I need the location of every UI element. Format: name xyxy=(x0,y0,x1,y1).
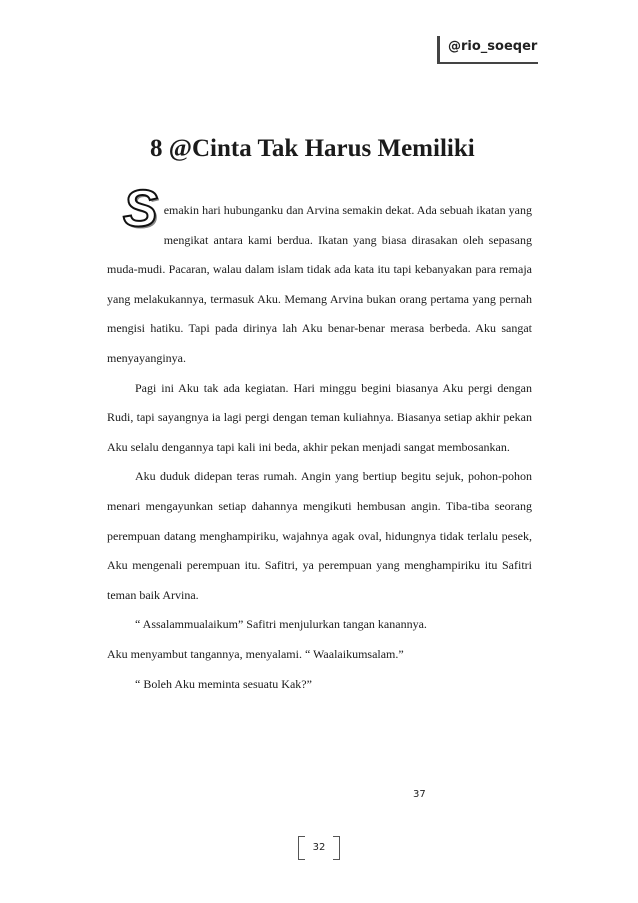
paragraph-1 xyxy=(107,180,532,374)
author-handle: @rio_soeqer xyxy=(437,36,538,64)
footer-page-number xyxy=(298,836,340,860)
chapter-title: 8 @Cinta Tak Harus Memiliki xyxy=(150,135,475,162)
dialogue-line-2: Aku menyambut tangannya, menyalami. “ Waalaikumsalam.” xyxy=(107,646,404,661)
paragraph-2: Pagi ini Aku tak ada kegiatan. Hari minggu begini biasanya Aku pergi dengan Rudi, tapi sayangnya ia lagi pergi dengan teman kuliahnya. Biasanya setiap akhir pekan Aku selalu dengannya tapi kali ini beda, akhir pekan menjadi sangat membosankan. xyxy=(107,380,532,454)
right-bracket-icon xyxy=(333,836,340,860)
drop-cap: S xyxy=(123,180,158,238)
inner-page-number: 37 xyxy=(413,789,426,800)
dialogue-line-1: “ Assalammualaikum” Safitri menjulurkan tangan kanannya. xyxy=(135,617,427,632)
dialogue-line-3: “ Boleh Aku meminta sesuatu Kak?” xyxy=(135,676,312,691)
paragraph-3: Aku duduk didepan teras rumah. Angin yang bertiup begitu sejuk, pohon-pohon menari mengayunkan setiap dahannya mengikuti hembusan angin. Tiba-tiba seorang perempuan datang menghampiriku, wajahnya agak oval, hidungnya tidak terlalu pesek, Aku mengenali perempuan itu. Safitri, ya perempuan yang menghampiriku itu Safitri teman baik Arvina. xyxy=(107,469,532,602)
paragraph-1-text: emakin hari hubunganku dan Arvina semakin dekat. Ada sebuah ikatan yang mengikat antara kami berdua. Ikatan yang biasa dirasakan oleh sepasang muda-mudi. Pacaran, walau dalam islam tidak ada kata itu tapi kebanyakan para remaja yang melakukannya, termasuk Aku. Memang Arvina bukan orang pertama yang pernah mengisi hatiku. Tapi pada dirinya lah Aku benar-benar merasa berbeda. Aku sangat menyayanginya. xyxy=(107,203,532,365)
chapter-body xyxy=(107,180,532,699)
footer-page-number-text: 32 xyxy=(312,842,326,853)
left-bracket-icon xyxy=(298,836,305,860)
